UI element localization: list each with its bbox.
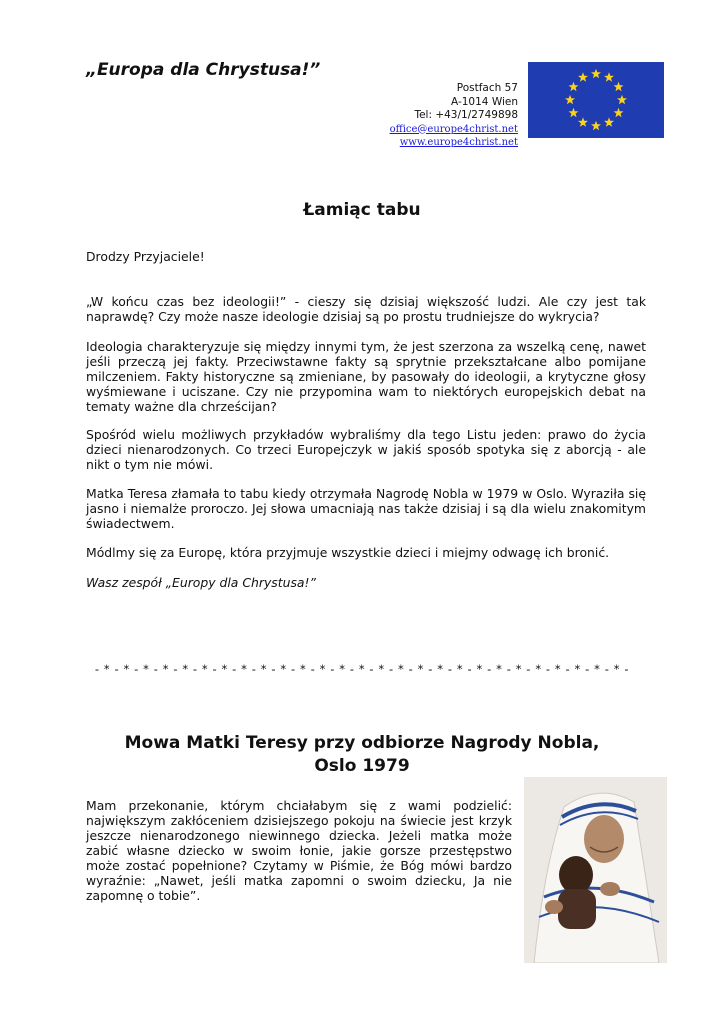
contact-address bbox=[390, 82, 518, 150]
letter-paragraph-3: Spośród wielu możliwych przykładów wybraliśmy dla tego Listu jeden: prawo do życia dzieci nienarodzonych. Co trzeci Europejczyk w jakiś sposób spotyka się z aborcją - ale nikt o tym nie mówi. bbox=[86, 427, 646, 472]
speech-text: Mam przekonanie, którym chciałabym się z wami podzielić: największym zakłóceniem dzisiejszego pokoju na świecie jest krzyk jeszcze nienarodzonego niewinnego dziecka. Jeżeli matka może zabić własne dziecko w swoim łonie, jakie gorsze przestępstwo może zostać popełnione? Czytamy w Piśmie, że Bóg mówi bardzo wyraźnie: „Nawet, jeśli matka zapomni o swoim dziecku, Ja nie zapomnę o tobie”. bbox=[86, 798, 512, 903]
mother-teresa-photo bbox=[524, 777, 667, 963]
speech-title-line-1: Mowa Matki Teresy przy odbiorze Nagrody Nobla, bbox=[124, 733, 600, 753]
letter-paragraph-2: Ideologia charakteryzuje się między innymi tym, że jest szerzona za wszelką cenę, nawet jeśli przeczą jej fakty. Przeciwstawne fakty są sprytnie przekształcane albo pomijane milczeniem. Fakty historyczne są zmieniane, by pasowały do ideologii, a krytyczne głosy wyśmiewane i uciszane. Czy nie przypomina wam to niektórych europejskich debat na tematy ważne dla chrześcijan? bbox=[86, 339, 646, 414]
address-line-postbox: Postfach 57 bbox=[456, 82, 518, 94]
letter-paragraph-4: Matka Teresa złamała to tabu kiedy otrzymała Nagrodę Nobla w 1979 w Oslo. Wyraziła się jasno i niemalże proroczo. Jej słowa umacniają nas także dzisiaj i są dla wielu znakomitym świadectwem. bbox=[86, 486, 646, 531]
eu-flag-graphic bbox=[528, 62, 664, 138]
letter-paragraph-5: Módlmy się za Europę, która przyjmuje wszystkie dzieci i miejmy odwagę ich bronić. bbox=[86, 545, 610, 560]
address-line-city: A-1014 Wien bbox=[451, 95, 518, 108]
speech-title bbox=[0, 732, 724, 778]
letter-paragraph-1: „W końcu czas bez ideologii!” - cieszy się dzisiaj większość ludzi. Ale czy jest tak naprawdę? Czy może nasze ideologie dzisiaj są po prostu trudniejsze do wykrycia? bbox=[86, 294, 646, 324]
organization-title: „Europa dla Chrystusa!” bbox=[86, 60, 321, 80]
section-separator: - * - * - * - * - * - * - * - * - * - * - * - * - * - * - * - * - * - * - * - * - * - * - * - * - * - * - * - bbox=[94, 662, 630, 676]
letter-title: Łamiąc tabu bbox=[303, 200, 421, 220]
letter-greeting: Drodzy Przyjaciele! bbox=[86, 249, 205, 264]
website-link[interactable]: www.europe4christ.net bbox=[399, 137, 518, 148]
email-link[interactable]: office@europe4christ.net bbox=[389, 123, 518, 135]
letter-signature: Wasz zespół „Europy dla Chrystusa!” bbox=[86, 575, 316, 590]
speech-title-line-2: Oslo 1979 bbox=[314, 756, 410, 776]
photo-illustration bbox=[524, 777, 667, 963]
eu-flag-logo bbox=[528, 62, 664, 138]
address-line-phone: Tel: +43/1/2749898 bbox=[414, 109, 518, 121]
